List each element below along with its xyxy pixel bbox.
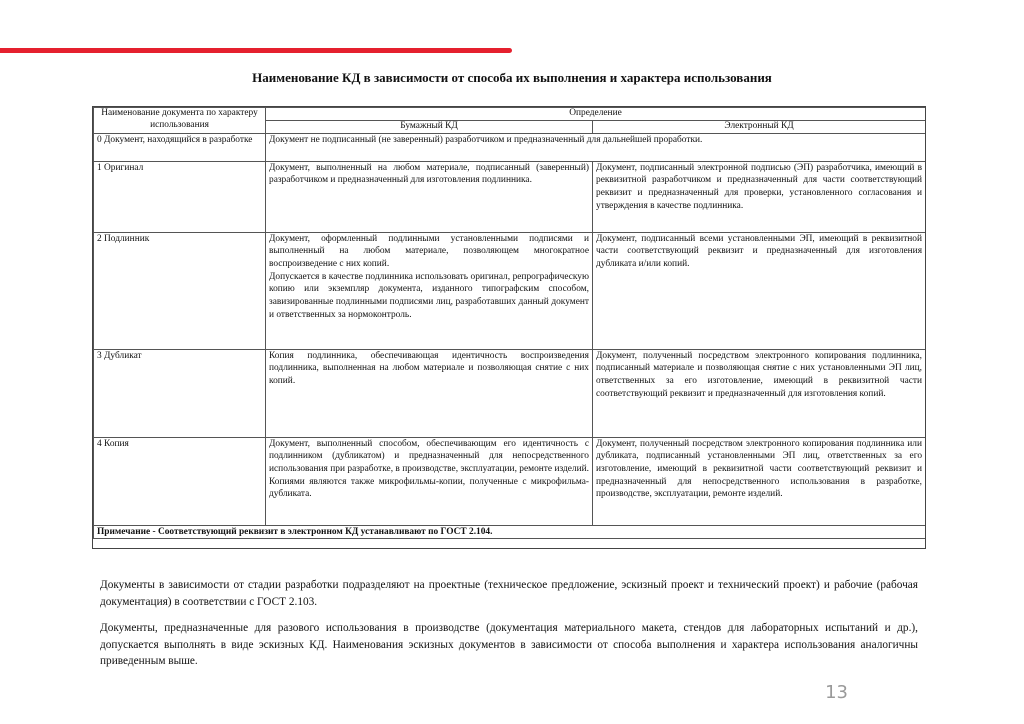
header-paper-kd: Бумажный КД xyxy=(266,120,593,133)
paragraph-project-stages: Документы в зависимости от стадии разработки подразделяют на проектные (техническое предложение, эскизный проект и технический проект) и рабочие (рабочая документация) в соответствии с ГОСТ 2.103. xyxy=(100,579,918,608)
kd-table-image xyxy=(92,106,926,549)
table-note: Примечание - Соответствующий реквизит в электронном КД устанавливают по ГОСТ 2.104. xyxy=(94,525,926,539)
cell-duplicate-paper: Копия подлинника, обеспечивающая идентичность воспроизведения подлинника, выполненная на любом материале и позволяющая снятие с них копий. xyxy=(266,349,593,437)
kd-table xyxy=(93,107,926,539)
cell-master-paper-text: Документ, оформленный подлинными установленными подписями и выполненный на любом материале, позволяющем многократное воспроизведение с них копий. xyxy=(269,233,589,269)
table-row xyxy=(94,232,926,349)
cell-master-electronic: Документ, подписанный всеми установленными ЭП, имеющий в реквизитной части соответствующий реквизит и предназначенный для изготовления дубликата и/или копий. xyxy=(593,232,926,349)
table-row xyxy=(94,161,926,232)
header-definition: Определение xyxy=(266,108,926,121)
page-number: 13 xyxy=(825,682,848,703)
table-header-row xyxy=(94,108,926,121)
header-electronic-kd: Электронный КД xyxy=(593,120,926,133)
table-row xyxy=(94,437,926,525)
row-name-duplicate: 3 Дубликат xyxy=(94,349,266,437)
row-name-in-development: 0 Документ, находящийся в разработке xyxy=(94,133,266,161)
cell-copy-paper: Документ, выполненный способом, обеспечивающим его идентичность с подлинником (дубликатом) и предназначенный для непосредственного использования при разработке, в производстве, эксплуатации, ремонте изделий. Копиями являются также микрофильмы-копии, полученные с микрофильма-дубликата. xyxy=(266,437,593,525)
cell-master-paper xyxy=(266,232,593,349)
cell-original-electronic: Документ, подписанный электронной подписью (ЭП) разработчика, имеющий в реквизитной разработчиком и предназначенный для части соответствующий реквизит и предназначенный для проверки, установленного согласования и утверждения в качестве подлинника. xyxy=(593,161,926,232)
cell-original-paper: Документ, выполненный на любом материале, подписанный (заверенный) разработчиком и предназначенный для изготовления подлинника. xyxy=(266,161,593,232)
row-name-master: 2 Подлинник xyxy=(94,232,266,349)
table-row xyxy=(94,349,926,437)
cell-duplicate-electronic: Документ, полученный посредством электронного копирования подлинника, подписанный материале и позволяющая снятие с них установленными ЭП лиц, ответственных за его изготовление, имеющий в реквизитной части соответствующий реквизит и предназначенный для изготовления копий. xyxy=(593,349,926,437)
header-name-column: Наименование документа по характеру использования xyxy=(94,108,266,134)
row-definition-in-development: Документ не подписанный (не заверенный) разработчиком и предназначенный для дальнейшей проработки. xyxy=(266,133,926,161)
table-note-row xyxy=(94,525,926,539)
table-row xyxy=(94,133,926,161)
cell-master-paper-note: Допускается в качестве подлинника использовать оригинал, репрографическую копию или экземпляр документа, изданного типографским способом, завизированные подлинными подписями лиц, разработавших данный документ и ответственных за нормоконтроль. xyxy=(269,271,589,320)
accent-bar xyxy=(0,48,512,53)
cell-copy-electronic: Документ, полученный посредством электронного копирования подлинника или дубликата, подписанный установленными ЭП лиц, ответственных за его изготовление, имеющий в реквизитной части соответствующий реквизит и предназначенный для непосредственного использования в разработке, производстве, эксплуатации, ремонте изделий. xyxy=(593,437,926,525)
row-name-original: 1 Оригинал xyxy=(94,161,266,232)
row-name-copy: 4 Копия xyxy=(94,437,266,525)
paragraph-one-time-docs: Документы, предназначенные для разового использования в производстве (документация материального макета, стендов для лабораторных испытаний и др.), допускается выполнять в виде эскизных КД. Наименования эскизных документов в зависимости от способа выполнения и характера использования аналогичны приведенным выше. xyxy=(100,622,918,668)
slide-title: Наименование КД в зависимости от способа их выполнения и характера использования xyxy=(252,70,772,85)
